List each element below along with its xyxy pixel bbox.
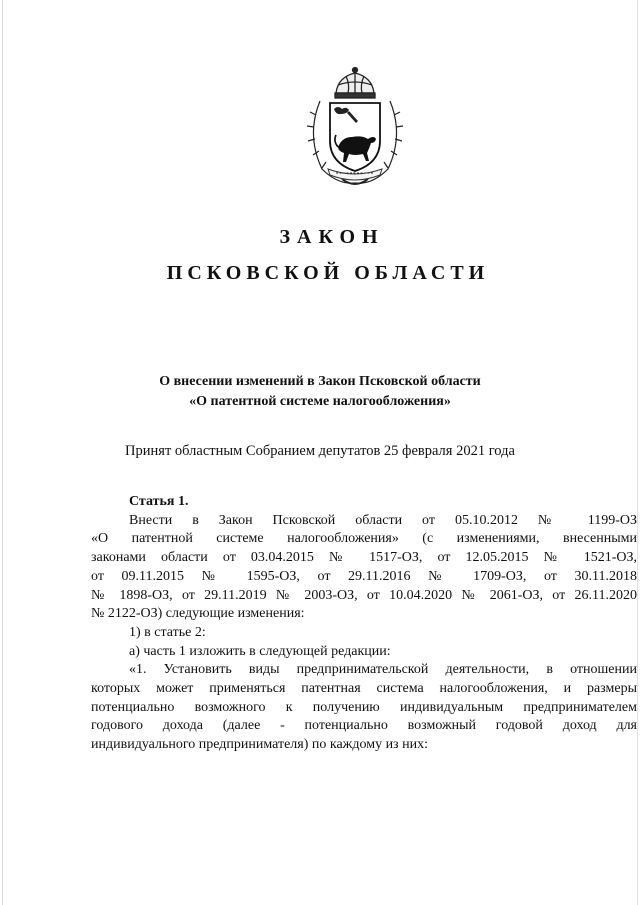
body-line: «1. Установить виды предпринимательской деятельности, в отношении bbox=[129, 662, 637, 678]
law-body bbox=[91, 493, 637, 755]
body-line: от 09.11.2015 № 1595-ОЗ, от 29.11.2016 № 1709-ОЗ, от 30.11.2018 bbox=[91, 568, 637, 584]
body-line: 1) в статье 2: bbox=[129, 624, 206, 640]
body-line: а) часть 1 изложить в следующей редакции: bbox=[129, 643, 391, 659]
body-line: индивидуального предпринимателя) по каждому из них: bbox=[91, 737, 428, 753]
coat-of-arms-emblem bbox=[298, 65, 412, 193]
crown-icon bbox=[335, 68, 375, 99]
adoption-statement: Принят областным Собранием депутатов 25 февраля 2021 года bbox=[125, 443, 515, 459]
body-line: «О патентной системе налогообложения» (с изменениями, внесенными bbox=[91, 531, 637, 547]
region-title: ПСКОВСКОЙ ОБЛАСТИ bbox=[166, 262, 490, 284]
body-line: потенциально возможного к получению индивидуальным предпринимателем bbox=[91, 699, 637, 715]
law-subject bbox=[0, 372, 640, 412]
body-line: которых может применяться патентная система налогообложения, и размеры bbox=[91, 681, 637, 697]
body-line: Внести в Закон Псковской области от 05.10.2012 № 1199-ОЗ bbox=[129, 512, 637, 528]
body-line: № 1898-ОЗ, от 29.11.2019 № 2003-ОЗ, от 10.04.2020 № 2061-ОЗ, от 26.11.2020 bbox=[91, 587, 637, 603]
body-line: № 2122-ОЗ) следующие изменения: bbox=[91, 606, 305, 622]
body-line: законами области от 03.04.2015 № 1517-ОЗ, от 12.05.2015 № 1521-ОЗ, bbox=[91, 550, 637, 566]
subject-line: «О патентной системе налогообложения» bbox=[189, 394, 451, 409]
article-heading: Статья 1. bbox=[129, 494, 189, 509]
body-line: годового дохода (далее - потенциально возможный годовой доход для bbox=[91, 718, 637, 734]
subject-line: О внесении изменений в Закон Псковской области bbox=[159, 374, 481, 389]
document-title: ЗАКОН bbox=[279, 226, 385, 248]
